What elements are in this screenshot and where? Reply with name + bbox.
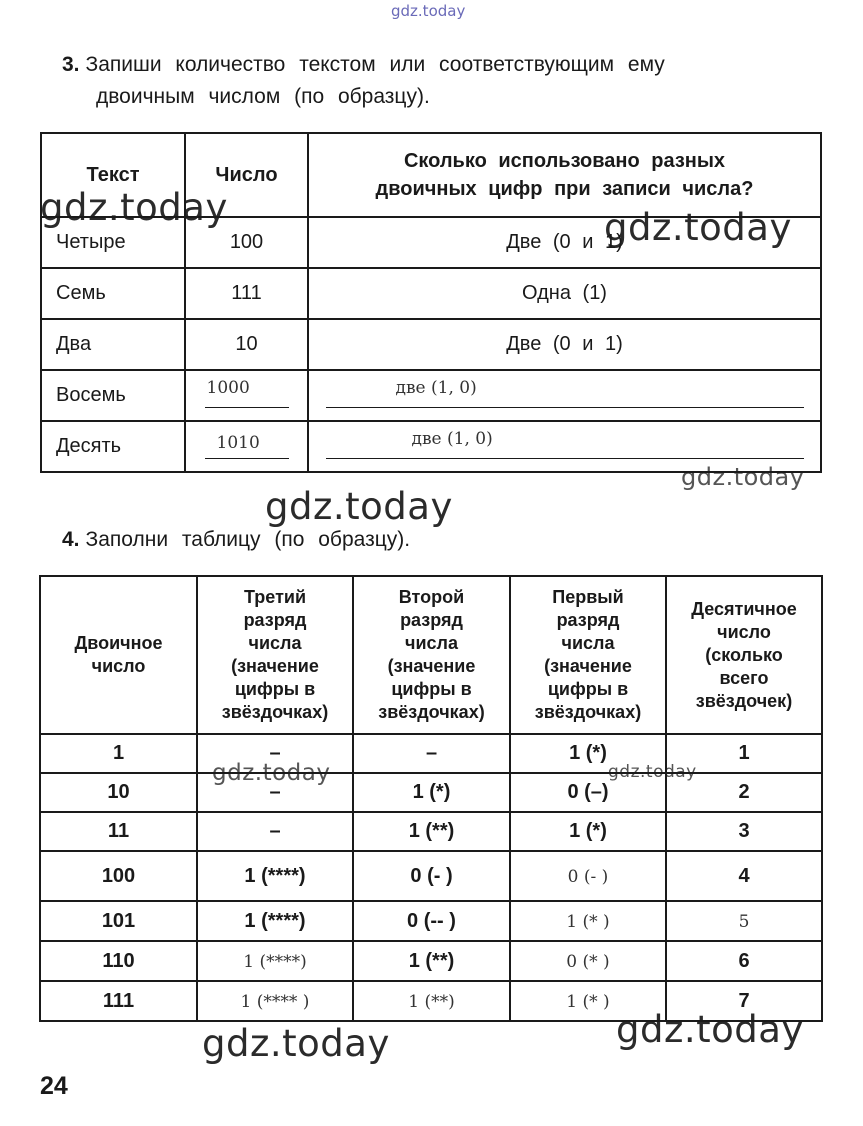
task4-number: 4. — [62, 528, 80, 551]
header-digits-line1: Сколько использовано разных — [403, 150, 726, 172]
header-line: числа — [561, 633, 615, 653]
header-decimal — [666, 576, 822, 734]
cell-decimal: 2 — [666, 773, 822, 812]
header-line: звёздочках) — [221, 702, 329, 722]
cell-third: 1 (****) — [197, 851, 353, 901]
handwritten-answer: 1010 — [216, 432, 260, 453]
cell-first — [510, 901, 666, 941]
header-line: звёздочек) — [695, 690, 793, 711]
header-digits — [308, 133, 821, 217]
header-line: число — [717, 621, 771, 642]
header-line: цифры в — [234, 679, 316, 699]
cell-binary: 1 — [40, 734, 197, 773]
header-digits-line2: двоичных цифр при записи числа? — [375, 178, 754, 200]
task4-heading — [62, 525, 410, 555]
table-row — [41, 319, 821, 370]
cell-first — [510, 851, 666, 901]
cell-decimal: 1 — [666, 734, 822, 773]
table-row — [40, 981, 822, 1021]
task4-table — [39, 575, 823, 1022]
cell-digits — [308, 421, 821, 472]
cell-second — [353, 981, 510, 1021]
cell-binary: 101 — [40, 901, 197, 941]
cell-first: 0 (–) — [510, 773, 666, 812]
header-text: Текст — [41, 133, 185, 217]
task3-heading — [62, 50, 665, 80]
handwritten-answer: 1 (* ) — [566, 991, 610, 1012]
handwritten-answer: 0 (- ) — [567, 866, 609, 887]
table-row — [40, 941, 822, 981]
cell-first: 1 (*) — [510, 734, 666, 773]
table-row — [41, 217, 821, 268]
handwritten-answer: 5 — [738, 911, 750, 932]
header-line: Третий — [243, 587, 307, 607]
cell-digits: Одна (1) — [308, 268, 821, 319]
header-line: звёздочках) — [534, 702, 642, 722]
header-line: Десятичное — [691, 598, 797, 619]
cell-second: 0 (-- ) — [353, 901, 510, 941]
cell-third — [197, 981, 353, 1021]
table-row — [41, 370, 821, 421]
task3-number: 3. — [62, 53, 80, 76]
header-number: Число — [185, 133, 308, 217]
handwritten-answer: 1 (* ) — [566, 911, 610, 932]
cell-decimal: 3 — [666, 812, 822, 851]
cell-digits — [308, 370, 821, 421]
cell-binary: 111 — [40, 981, 197, 1021]
page-number: 24 — [40, 1072, 68, 1100]
cell-third: – — [197, 812, 353, 851]
watermark: gdz.today — [681, 463, 805, 491]
table-row — [40, 901, 822, 941]
cell-third — [197, 941, 353, 981]
cell-digits: Две (0 и 1) — [308, 319, 821, 370]
cell-binary: 10 — [40, 773, 197, 812]
cell-text: Восемь — [41, 370, 185, 421]
watermark: gdz.today — [202, 1022, 390, 1065]
cell-decimal: 4 — [666, 851, 822, 901]
header-line: разряд — [243, 610, 307, 630]
table-row — [40, 773, 822, 812]
header-line: разряд — [400, 610, 463, 630]
cell-third: – — [197, 773, 353, 812]
cell-binary: 11 — [40, 812, 197, 851]
header-line: (значение — [544, 656, 632, 676]
cell-first: 1 (*) — [510, 812, 666, 851]
header-line: звёздочках) — [378, 702, 485, 722]
cell-second: – — [353, 734, 510, 773]
table-row — [40, 851, 822, 901]
header-line: числа — [405, 633, 458, 653]
cell-third: 1 (****) — [197, 901, 353, 941]
handwritten-answer: 1 (**) — [408, 991, 455, 1012]
header-line: Двоичное — [74, 633, 163, 653]
header-line: (сколько — [705, 644, 783, 665]
header-line: цифры в — [391, 679, 472, 699]
table-row — [41, 421, 821, 472]
header-line: (значение — [231, 656, 319, 676]
handwritten-answer: 0 (* ) — [566, 951, 610, 972]
cell-text: Два — [41, 319, 185, 370]
cell-second: 1 (*) — [353, 773, 510, 812]
header-line: Второй — [398, 587, 465, 607]
watermark: gdz.today — [265, 485, 453, 528]
cell-second: 0 (- ) — [353, 851, 510, 901]
watermark: gdz.today — [40, 186, 228, 229]
handwritten-answer: 1000 — [206, 377, 250, 398]
cell-decimal — [666, 901, 822, 941]
header-first — [510, 576, 666, 734]
cell-text: Семь — [41, 268, 185, 319]
table-row — [40, 812, 822, 851]
cell-number — [185, 370, 308, 421]
header-line: числа — [248, 633, 302, 653]
header-third — [197, 576, 353, 734]
header-line: (значение — [387, 656, 476, 676]
watermark: gdz.today — [604, 206, 792, 249]
handwritten-answer: две (1, 0) — [395, 377, 477, 398]
watermark: gdz.today — [608, 762, 697, 782]
cell-text: Десять — [41, 421, 185, 472]
cell-third: – — [197, 734, 353, 773]
table-row — [41, 268, 821, 319]
cell-decimal: 7 — [666, 981, 822, 1021]
task4-title: Заполни таблицу (по образцу). — [85, 528, 411, 551]
task3-line2: двоичным числом (по образцу). — [96, 85, 430, 108]
cell-digits: Две (0 и 1) — [308, 217, 821, 268]
header-line: число — [91, 656, 146, 676]
cell-first — [510, 981, 666, 1021]
handwritten-answer: 1 (****) — [243, 951, 307, 972]
header-line: всего — [719, 667, 769, 688]
cell-binary: 110 — [40, 941, 197, 981]
cell-second: 1 (**) — [353, 812, 510, 851]
table-row — [40, 734, 822, 773]
cell-number — [185, 421, 308, 472]
handwritten-answer: 1 (**** ) — [240, 991, 310, 1012]
handwritten-answer: две (1, 0) — [411, 428, 493, 449]
task3-line1: Запиши количество текстом или соответствующим ему — [85, 53, 665, 76]
watermark-top: gdz.today — [391, 2, 466, 20]
header-line: цифры в — [547, 679, 629, 699]
header-second — [353, 576, 510, 734]
cell-number: 100 — [185, 217, 308, 268]
cell-decimal: 6 — [666, 941, 822, 981]
header-line: Первый — [552, 587, 624, 607]
watermark: gdz.today — [212, 760, 331, 786]
task3-table — [40, 132, 822, 473]
cell-number: 10 — [185, 319, 308, 370]
cell-text: Четыре — [41, 217, 185, 268]
header-binary — [40, 576, 197, 734]
cell-first — [510, 941, 666, 981]
watermark: gdz.today — [616, 1008, 804, 1051]
cell-number: 111 — [185, 268, 308, 319]
header-line: разряд — [556, 610, 620, 630]
cell-binary: 100 — [40, 851, 197, 901]
cell-second: 1 (**) — [353, 941, 510, 981]
